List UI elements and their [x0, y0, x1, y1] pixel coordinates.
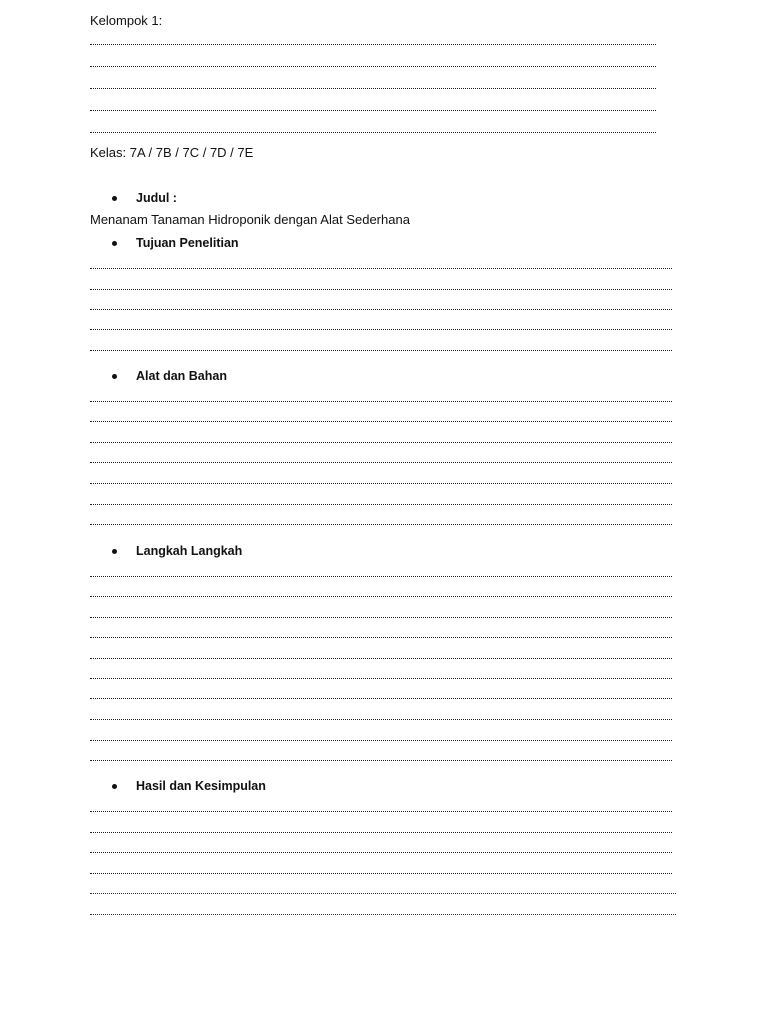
langkah-answer-line[interactable] — [90, 760, 672, 761]
hasil-answer-line[interactable] — [90, 852, 672, 853]
alat-answer-line[interactable] — [90, 421, 672, 422]
tujuan-answer-line[interactable] — [90, 329, 672, 330]
bullet-icon — [112, 549, 117, 554]
langkah-answer-line[interactable] — [90, 637, 672, 638]
bullet-icon — [112, 241, 117, 246]
kelas-options: Kelas: 7A / 7B / 7C / 7D / 7E — [90, 145, 254, 160]
judul-content: Menanam Tanaman Hidroponik dengan Alat Sederhana — [90, 212, 410, 227]
judul-heading-label: Judul : — [136, 191, 177, 205]
bullet-icon — [112, 374, 117, 379]
hasil-answer-line[interactable] — [90, 811, 672, 812]
kelompok-member-line[interactable] — [90, 132, 656, 133]
tujuan-heading — [112, 235, 239, 251]
langkah-heading — [112, 543, 242, 559]
tujuan-answer-line[interactable] — [90, 268, 672, 269]
hasil-heading — [112, 778, 266, 794]
langkah-answer-line[interactable] — [90, 698, 672, 699]
hasil-answer-line[interactable] — [90, 914, 676, 915]
tujuan-answer-line[interactable] — [90, 289, 672, 290]
bullet-icon — [112, 784, 117, 789]
langkah-answer-line[interactable] — [90, 576, 672, 577]
hasil-answer-line[interactable] — [90, 832, 672, 833]
alat-answer-line[interactable] — [90, 401, 672, 402]
alat-answer-line[interactable] — [90, 504, 672, 505]
alat-answer-line[interactable] — [90, 524, 672, 525]
langkah-answer-line[interactable] — [90, 740, 672, 741]
tujuan-answer-line[interactable] — [90, 309, 672, 310]
kelompok-member-line[interactable] — [90, 44, 656, 45]
hasil-answer-line[interactable] — [90, 873, 672, 874]
alat-answer-line[interactable] — [90, 462, 672, 463]
kelompok-label: Kelompok 1: — [90, 13, 163, 28]
langkah-answer-line[interactable] — [90, 678, 672, 679]
judul-heading — [112, 190, 177, 206]
alat-heading — [112, 368, 227, 384]
langkah-answer-line[interactable] — [90, 617, 672, 618]
langkah-answer-line[interactable] — [90, 596, 672, 597]
kelompok-member-line[interactable] — [90, 66, 656, 67]
tujuan-answer-line[interactable] — [90, 350, 672, 351]
tujuan-heading-label: Tujuan Penelitian — [136, 236, 239, 250]
langkah-heading-label: Langkah Langkah — [136, 544, 243, 558]
bullet-icon — [112, 196, 117, 201]
hasil-answer-line[interactable] — [90, 893, 676, 894]
alat-heading-label: Alat dan Bahan — [136, 369, 227, 383]
kelompok-member-line[interactable] — [90, 88, 656, 89]
hasil-heading-label: Hasil dan Kesimpulan — [136, 779, 266, 793]
langkah-answer-line[interactable] — [90, 658, 672, 659]
kelompok-member-line[interactable] — [90, 110, 656, 111]
alat-answer-line[interactable] — [90, 483, 672, 484]
alat-answer-line[interactable] — [90, 442, 672, 443]
langkah-answer-line[interactable] — [90, 719, 672, 720]
